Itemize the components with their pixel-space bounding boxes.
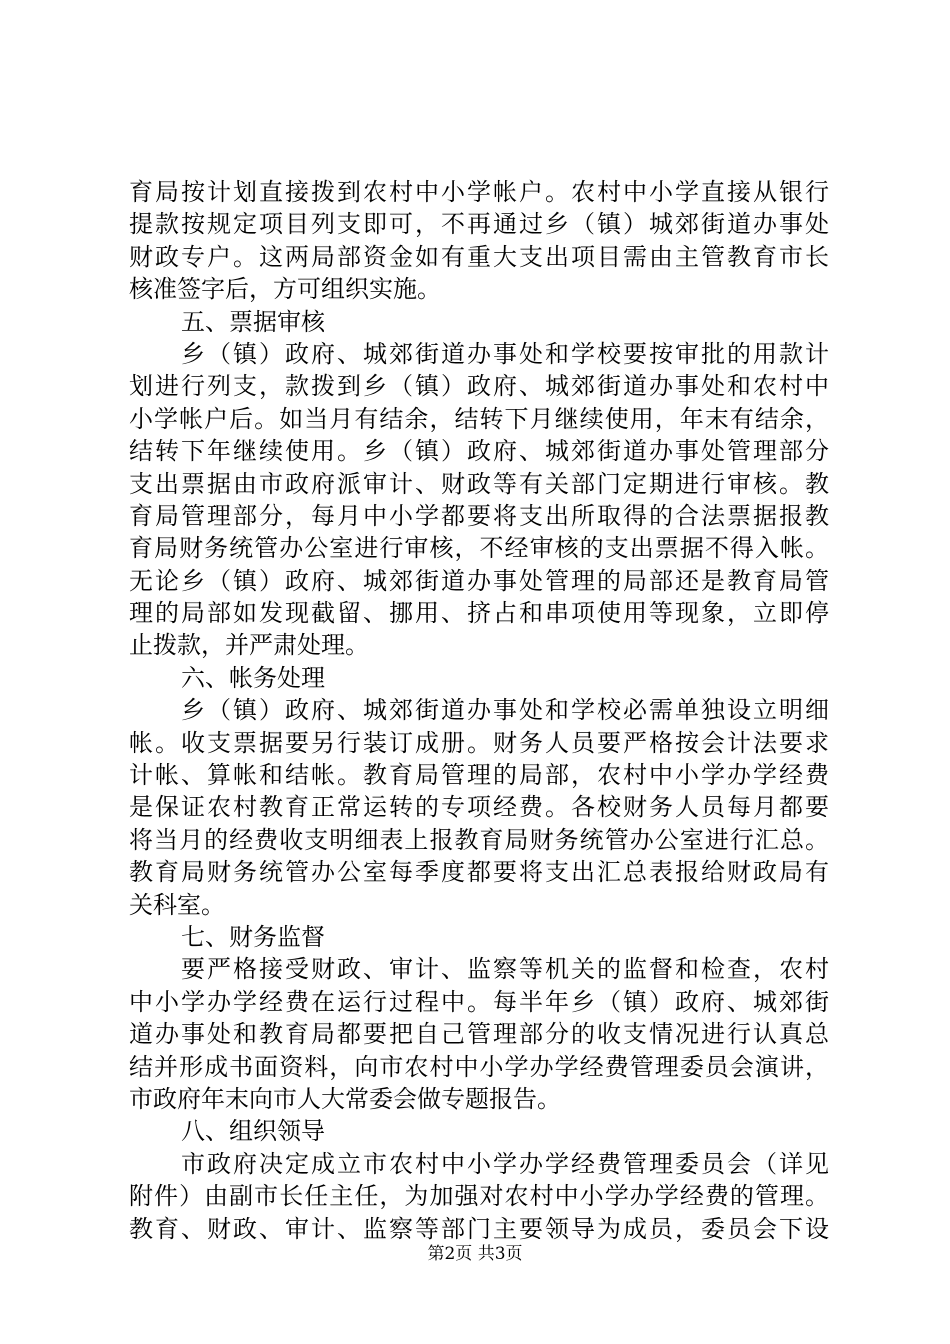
paragraph-last-line: 关科室。	[129, 890, 225, 919]
paragraph-line: 中小学办学经费在运行过程中。每半年乡（镇）政府、城郊街	[129, 987, 829, 1016]
paragraph-line: 育局按计划直接拨到农村中小学帐户。农村中小学直接从银行	[129, 178, 829, 206]
paragraph-line: 计帐、算帐和结帐。教育局管理的局部，农村中小学办学经费	[129, 761, 829, 790]
paragraph-first-line: 要严格接受财政、审计、监察等机关的监督和检查，农村	[181, 955, 829, 984]
paragraph-line: 育局管理部分，每月中小学都要将支出所取得的合法票据报教	[129, 501, 829, 530]
paragraph-last-line: 核准签字后，方可组织实施。	[129, 275, 441, 304]
paragraph-line: 结转下年继续使用。乡（镇）政府、城郊街道办事处管理部分	[129, 437, 829, 466]
paragraph-line: 教育局财务统管办公室每季度都要将支出汇总表报给财政局有	[129, 858, 829, 887]
section-heading: 五、票据审核	[181, 307, 325, 336]
paragraph-line: 理的局部如发现截留、挪用、挤占和串项使用等现象，立即停	[129, 599, 829, 628]
document-body	[129, 176, 829, 1245]
paragraph-first-line: 市政府决定成立市农村中小学办学经费管理委员会（详见	[181, 1149, 829, 1178]
paragraph-line: 道办事处和教育局都要把自己管理部分的收支情况进行认真总	[129, 1020, 829, 1049]
paragraph-line: 帐。收支票据要另行装订成册。财务人员要严格按会计法要求	[129, 728, 829, 757]
paragraph-line: 财政专户。这两局部资金如有重大支出项目需由主管教育市长	[129, 242, 829, 271]
paragraph-line: 小学帐户后。如当月有结余，结转下月继续使用，年末有结余，	[129, 404, 829, 433]
section-heading: 七、财务监督	[181, 922, 325, 951]
paragraph-first-line: 乡（镇）政府、城郊街道办事处和学校必需单独设立明细	[181, 696, 829, 725]
paragraph-line: 育局财务统管办公室进行审核，不经审核的支出票据不得入帐。	[129, 534, 829, 563]
page-footer: 第2页 共3页	[427, 1244, 523, 1264]
paragraph-last-line: 止拨款，并严肃处理。	[129, 631, 369, 660]
paragraph-line: 是保证农村教育正常运转的专项经费。各校财务人员每月都要	[129, 793, 829, 822]
paragraph-last-line: 市政府年末向市人大常委会做专题报告。	[129, 1084, 561, 1113]
paragraph-first-line: 乡（镇）政府、城郊街道办事处和学校要按审批的用款计	[181, 339, 829, 368]
paragraph-line: 结并形成书面资料，向市农村中小学办学经费管理委员会演讲，	[129, 1052, 829, 1081]
paragraph-line: 提款按规定项目列支即可，不再通过乡（镇）城郊街道办事处	[129, 210, 829, 239]
section-heading: 八、组织领导	[181, 1117, 325, 1146]
paragraph-line: 支出票据由市政府派审计、财政等有关部门定期进行审核。教	[129, 469, 829, 498]
paragraph-line: 教育、财政、审计、监察等部门主要领导为成员，委员会下设	[129, 1214, 829, 1243]
section-heading: 六、帐务处理	[181, 663, 325, 692]
paragraph-line: 附件）由副市长任主任，为加强对农村中小学办学经费的管理。	[129, 1182, 829, 1211]
paragraph-line: 将当月的经费收支明细表上报教育局财务统管办公室进行汇总。	[129, 825, 829, 854]
paragraph-line: 无论乡（镇）政府、城郊街道办事处管理的局部还是教育局管	[129, 566, 829, 595]
paragraph-line: 划进行列支，款拨到乡（镇）政府、城郊街道办事处和农村中	[129, 372, 829, 401]
